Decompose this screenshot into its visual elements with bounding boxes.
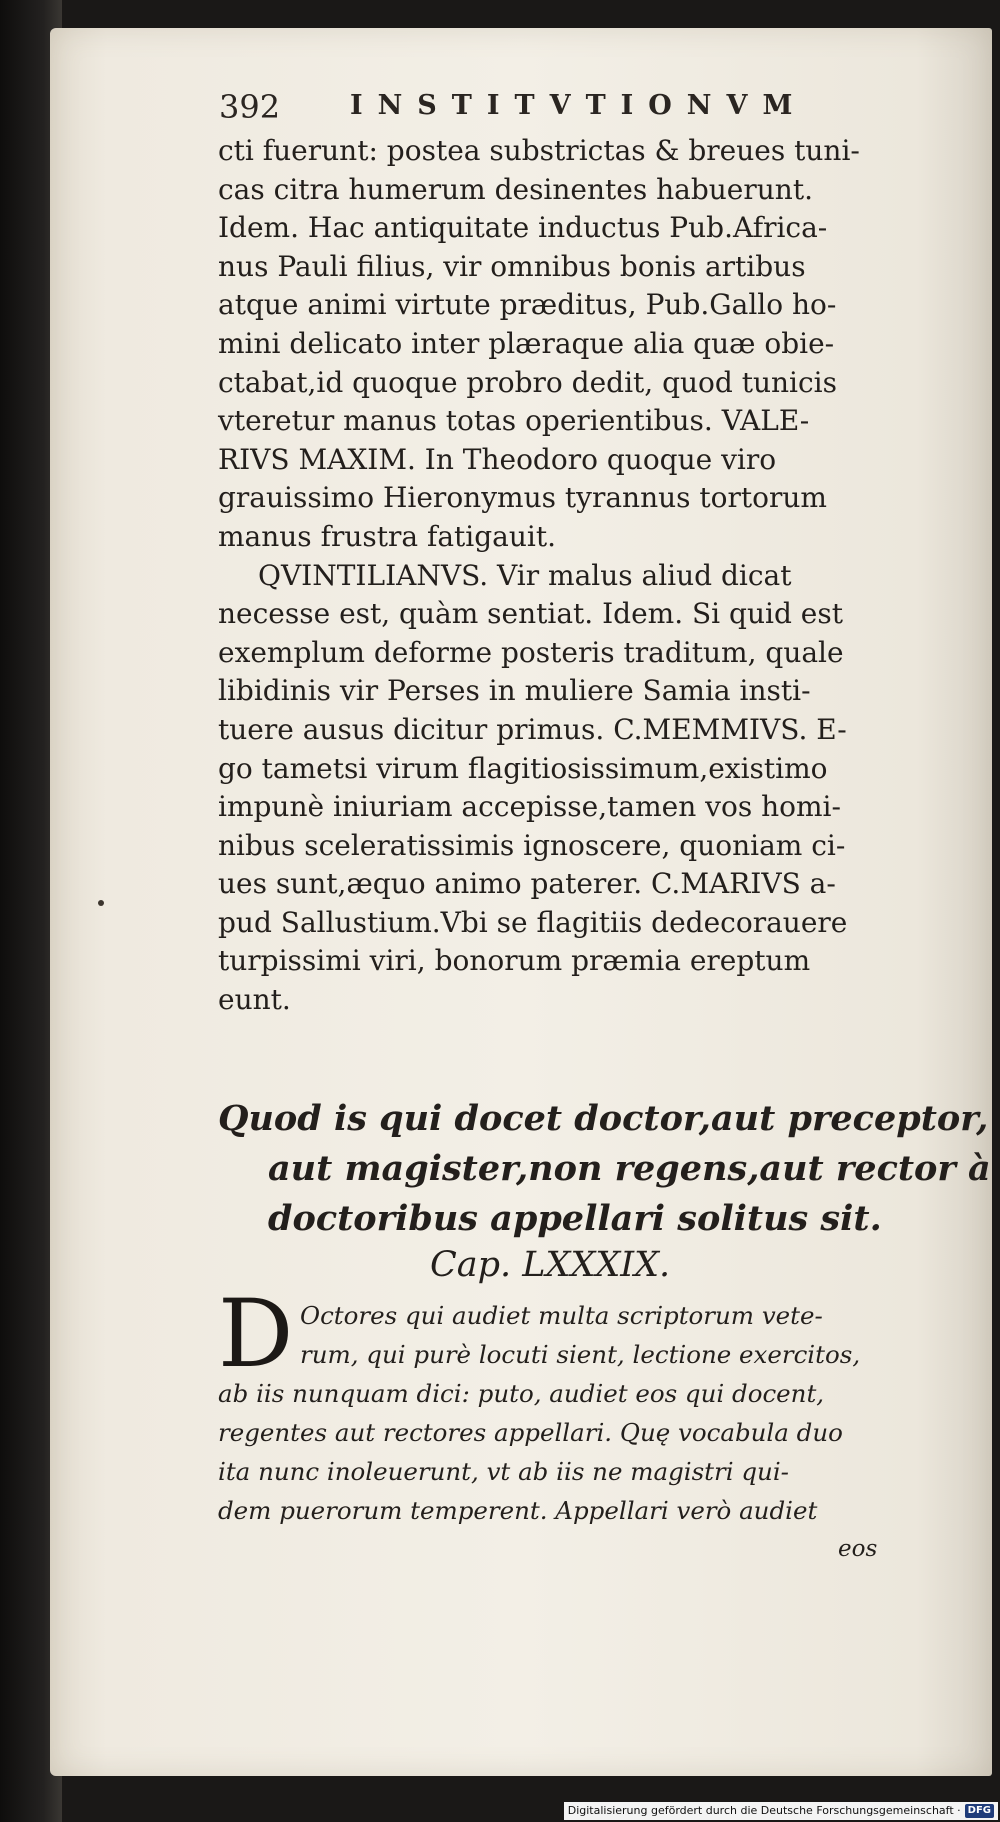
text-line: go tametsi virum flagitiosissimum,existimo: [218, 751, 828, 785]
text-line: necesse est, quàm sentiat. Idem. Si quid est: [218, 597, 843, 631]
dfg-logo: DFG: [965, 1804, 994, 1818]
text-line: atque animi virtute præditus, Pub.Gallo ho-: [218, 288, 837, 322]
catchword: eos: [838, 1536, 878, 1562]
chapter-heading: [218, 1094, 991, 1244]
body-text: [218, 132, 908, 1020]
text-line: libidinis vir Perses in muliere Samia insti-: [218, 674, 811, 708]
text-line: ab iis nunquam dici: puto, audiet eos qui docent,: [218, 1379, 825, 1408]
text-line: Octores qui audiet multa scriptorum vete-: [300, 1301, 823, 1330]
text-line: vteretur manus totas operientibus. VALE-: [218, 404, 810, 438]
text-line: regentes aut rectores appellari. Quę vocabula duo: [218, 1418, 843, 1447]
text-line: ita nunc inoleuerunt, vt ab iis ne magistri qui-: [218, 1457, 789, 1486]
text-line: QVINTILIANVS. Vir malus aliud dicat: [258, 558, 792, 592]
page-header: [172, 86, 812, 130]
text-line: grauissimo Hieronymus tyrannus tortorum: [218, 481, 827, 515]
text-line: pud Sallustium.Vbi se flagitiis dedecorauere: [218, 905, 848, 939]
running-title: INSTITVTIONVM: [350, 90, 808, 121]
chapter-number: Cap. LXXXIX.: [430, 1245, 671, 1285]
text-line: manus frustra fatigauit.: [218, 519, 556, 553]
text-line: nus Pauli filius, vir omnibus bonis artibus: [218, 249, 806, 283]
page-number: 392: [219, 88, 281, 126]
text-line: mini delicato inter plæraque alia quæ obie-: [218, 326, 835, 360]
text-line: nibus sceleratissimis ignoscere, quoniam ci-: [218, 828, 846, 862]
heading-line: aut magister,non regens,aut rector à: [268, 1148, 991, 1189]
heading-line: doctoribus appellari solitus sit.: [268, 1198, 882, 1239]
chapter-body: [218, 1280, 908, 1530]
text-line: cti fuerunt: postea substrictas & breues tuni-: [218, 134, 860, 167]
text-line: ctabat,id quoque probro dedit, quod tunicis: [218, 365, 837, 399]
text-line: ues sunt,æquo animo paterer. C.MARIVS a-: [218, 867, 836, 901]
text-line: cas citra humerum desinentes habuerunt.: [218, 172, 813, 206]
digitization-credit: [564, 1802, 998, 1820]
text-line: impunè iniuriam accepisse,tamen vos homi-: [218, 790, 841, 824]
margin-ink-mark: [98, 900, 104, 906]
text-line: Idem. Hac antiquitate inductus Pub.Africa-: [218, 211, 828, 245]
text-line: eunt.: [218, 983, 291, 1017]
text-line: rum, qui purè locuti sient, lectione exercitos,: [300, 1340, 861, 1369]
credit-text: Digitalisierung gefördert durch die Deutsche Forschungsgemeinschaft ·: [567, 1804, 961, 1817]
text-line: tuere ausus dicitur primus. C.MEMMIVS. E-: [218, 712, 847, 746]
text-line: dem puerorum temperent. Appellari verò audiet: [218, 1496, 818, 1525]
text-line: turpissimi viri, bonorum præmia ereptum: [218, 944, 811, 978]
text-line: exemplum deforme posteris traditum, quale: [218, 635, 844, 669]
drop-cap: D: [218, 1280, 294, 1389]
text-line: RIVS MAXIM. In Theodoro quoque viro: [218, 442, 777, 476]
heading-line: Quod is qui docet doctor,aut preceptor,: [218, 1098, 989, 1139]
